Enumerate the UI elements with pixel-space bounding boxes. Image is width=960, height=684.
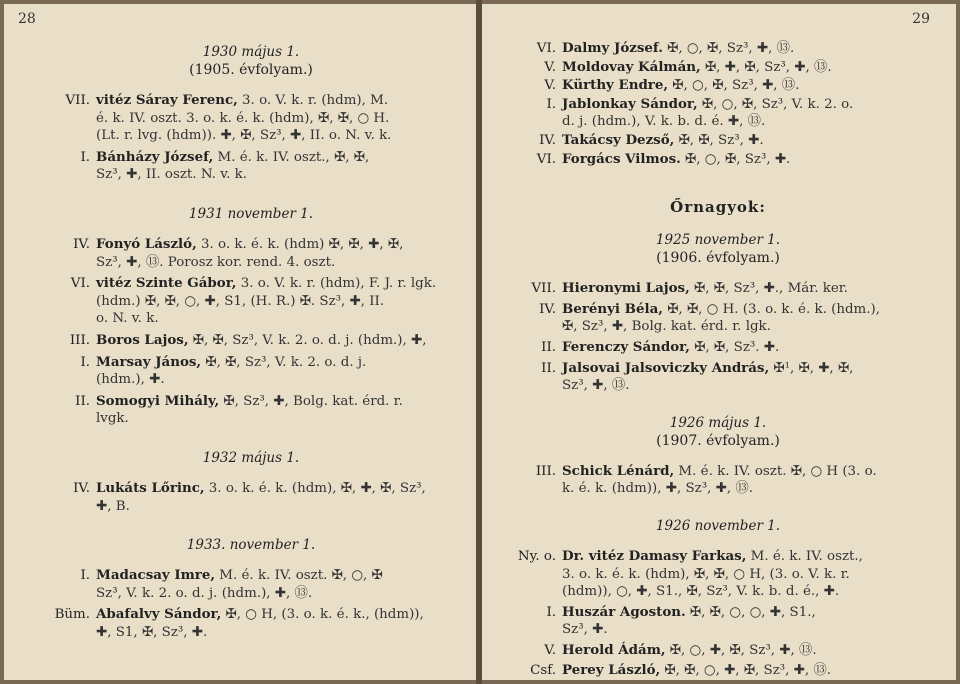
roster-entry — [510, 77, 926, 95]
entry-line — [96, 332, 458, 350]
entry-line — [96, 480, 458, 498]
entry-line — [562, 480, 926, 498]
officer-name: Takácsy Dezső, — [562, 131, 675, 148]
officer-name: Huszár Agoston. — [562, 603, 686, 620]
entry-line — [96, 110, 458, 128]
decorations-text: ✠, Sz³, ✚, Bolg. kat. érd. r. — [219, 393, 403, 409]
roster-entry — [510, 151, 926, 169]
roster-entry — [510, 132, 926, 150]
entry-line — [96, 498, 458, 516]
entry-line — [562, 662, 926, 680]
roster-entry — [44, 567, 458, 602]
cohort-year: (1906. évfolyam.) — [656, 250, 780, 267]
decorations-text: 3. o. V. k. r. (hdm), F. J. r. lgk. — [236, 276, 437, 292]
decorations-text: Sz³, ✚. — [562, 622, 608, 638]
decorations-text: ✠, ○, ✠, Sz³, ✚, ⑬. — [662, 41, 795, 56]
rank-label: VI. — [536, 151, 556, 167]
roster-entry — [510, 96, 926, 131]
decorations-text: 3. o. k. é. k. (hdm) ✠, ✠, ✚, ✠, — [196, 236, 404, 252]
decorations-text: ✠, ✠, Sz³, V. k. 2. o. d. j. — [201, 354, 367, 370]
officer-name: Herold Ádám, — [562, 641, 666, 658]
entry-line — [96, 149, 458, 167]
officer-name: Lukáts Lőrinc, — [96, 479, 205, 496]
entry-line — [96, 92, 458, 110]
section-date: 1933. november 1. — [186, 537, 316, 554]
rank-label: IV. — [539, 132, 556, 148]
entry-line — [96, 354, 458, 372]
roster-entry — [510, 463, 926, 498]
decorations-text: d. j. (hdm.), V. k. b. d. é. ✚, ⑬. — [562, 114, 766, 130]
decorations-text: o. N. v. k. — [96, 311, 159, 327]
officer-name: Madacsay Imre, — [96, 567, 216, 584]
rank-label: V. — [544, 78, 556, 94]
officer-name: Marsay János, — [96, 353, 202, 370]
roster-entry — [510, 339, 926, 357]
entry-line — [562, 463, 926, 481]
decorations-text: (Lt. r. lvg. (hdm)). ✚, ✠, Sz³, ✚, II. o. N. v. k. — [96, 128, 392, 144]
officer-name: Moldovay Kálmán, — [562, 58, 701, 75]
decorations-text: (hdm)), ○, ✚, S1., ✠, Sz³, V. k. b. d. é., ✚. — [562, 584, 840, 600]
roster-entry — [510, 604, 926, 639]
decorations-text: ✠, ✠, ○, ✚, ✠, Sz³, ✚, ⑬. — [660, 663, 832, 679]
decorations-text: ✠, ✠, ○ H. (3. o. k. é. k. (hdm.), — [662, 301, 880, 317]
rank-label: Ny. o. — [517, 548, 556, 564]
officer-name: Boros Lajos, — [96, 331, 189, 348]
rank-label: VII. — [65, 93, 90, 108]
entry-line — [562, 151, 926, 169]
entry-line — [562, 604, 926, 622]
entry-line — [562, 642, 926, 660]
roster-entry — [510, 280, 926, 298]
roster-entry — [44, 92, 458, 145]
roster-entry — [44, 393, 458, 428]
decorations-text: ✚, B. — [96, 498, 130, 514]
entry-line — [96, 393, 458, 411]
entry-line — [562, 96, 926, 114]
officer-name: Kürthy Endre, — [562, 77, 669, 94]
rank-label: IV. — [73, 236, 90, 252]
decorations-text: 3. o. k. é. k. (hdm), ✠, ✚, ✠, Sz³, — [204, 480, 426, 496]
entry-line — [96, 166, 458, 184]
roster-entry — [44, 480, 458, 515]
section-heading: Őrnagyok: — [670, 198, 766, 217]
roster-entry — [510, 360, 926, 395]
roster-entry — [510, 548, 926, 601]
roster-entry — [44, 354, 458, 389]
section-date: 1931 november 1. — [188, 205, 314, 222]
rank-label: I. — [80, 568, 90, 584]
rank-label: V. — [544, 642, 556, 658]
section-entries — [44, 567, 458, 641]
entry-line — [96, 410, 458, 428]
officer-name: Somogyi Mihály, — [96, 392, 220, 409]
page-number: 28 — [18, 11, 36, 27]
rank-label: I. — [80, 149, 90, 165]
roster-entry — [44, 332, 458, 350]
right-page-body — [510, 232, 926, 680]
officer-name: Jablonkay Sándor, — [562, 95, 698, 112]
entry-line — [562, 280, 926, 298]
decorations-text: ✠, Sz³, ✚, Bolg. kat. érd. r. lgk. — [562, 319, 771, 335]
cohort-year: (1905. évfolyam.) — [189, 62, 313, 78]
entry-line — [562, 360, 926, 378]
decorations-text: (hdm.), ✚. — [96, 372, 165, 388]
section-entries — [510, 280, 926, 395]
decorations-text: k. é. k. (hdm)), ✚, Sz³, ✚, ⑬. — [562, 481, 753, 497]
decorations-text: 3. o. k. é. k. (hdm), ✠, ✠, ○ H, (3. o. V. k. r. — [562, 566, 850, 582]
entry-line — [562, 113, 926, 131]
decorations-text: M. é. k. IV. oszt. ✠, ○, ✠ — [215, 568, 383, 584]
rank-label: IV. — [73, 480, 90, 496]
section-entries — [510, 548, 926, 680]
officer-name: Ferenczy Sándor, — [562, 338, 690, 355]
decorations-text: ✠, ○, ✠, Sz³, ✚. — [680, 151, 791, 167]
decorations-text: ✚, S1, ✠, Sz³, ✚. — [96, 624, 208, 640]
decorations-text: 3. o. V. k. r. (hdm), M. — [237, 93, 389, 108]
officer-name: Forgács Vilmos. — [562, 150, 681, 167]
entry-line — [562, 132, 926, 150]
roster-entry — [510, 662, 926, 680]
officer-name: vitéz Szinte Gábor, — [96, 275, 237, 292]
entry-line — [562, 59, 926, 77]
roster-entry — [510, 40, 926, 58]
rank-label: VI. — [536, 41, 556, 56]
rank-label: IV. — [539, 301, 556, 317]
decorations-text: M. é. k. IV. oszt., — [746, 548, 863, 564]
decorations-text: ✠, ○ H, (3. o. k. é. k., (hdm)), — [221, 607, 424, 623]
officer-name: Dr. vitéz Damasy Farkas, — [562, 547, 747, 564]
entry-line — [96, 371, 458, 389]
entry-line — [96, 585, 458, 603]
rank-label: II. — [541, 339, 556, 355]
officer-name: Jalsovai Jalsoviczky András, — [562, 359, 770, 376]
roster-entry — [510, 301, 926, 336]
entry-line — [96, 606, 458, 624]
roster-entry — [44, 236, 458, 271]
section-entries — [44, 480, 458, 515]
entry-line — [96, 127, 458, 145]
entry-line — [562, 548, 926, 566]
decorations-text: ✠, ✚, ✠, Sz³, ✚, ⑬. — [700, 59, 832, 75]
decorations-text: ✠, ✠, Sz³, ✚. — [674, 132, 764, 148]
officer-name: Schick Lénárd, — [562, 462, 675, 479]
rank-label: I. — [546, 96, 556, 112]
rank-label: I. — [80, 354, 90, 370]
rank-label: III. — [535, 463, 556, 479]
entry-line — [562, 77, 926, 95]
roster-entry — [44, 275, 458, 328]
rank-label: I. — [546, 604, 556, 620]
decorations-text: Sz³, ✚, ⑬. — [562, 378, 630, 394]
decorations-text: ✠, ✠, Sz³, ✚., Már. ker. — [689, 281, 848, 297]
rank-label: II. — [541, 360, 556, 376]
page-number: 29 — [912, 11, 930, 27]
entry-line — [96, 624, 458, 642]
decorations-text: Sz³, ✚, ⑬. Porosz kor. rend. 4. oszt. — [96, 254, 336, 270]
officer-name: Hieronymi Lajos, — [562, 280, 690, 297]
entry-line — [562, 301, 926, 319]
officer-name: vitéz Sáray Ferenc, — [96, 92, 238, 108]
officer-name: Perey László, — [562, 662, 661, 679]
entry-line — [562, 583, 926, 601]
officer-name: Fonyó László, — [96, 235, 197, 252]
decorations-text: ✠¹, ✠, ✚, ✠, — [769, 360, 854, 376]
entry-line — [562, 566, 926, 584]
rank-label: II. — [75, 393, 90, 409]
decorations-text: é. k. IV. oszt. 3. o. k. é. k. (hdm), ✠, ✠, ○ H. — [96, 110, 390, 126]
decorations-text: lvgk. — [96, 411, 129, 427]
section-date: 1925 november 1. — [655, 232, 781, 249]
rank-label: VI. — [70, 276, 90, 292]
section-date: 1930 május 1. — [202, 44, 300, 60]
entry-line — [562, 40, 926, 58]
decorations-text: M. é. k. IV. oszt., ✠, ✠, — [213, 149, 370, 165]
entry-line — [562, 377, 926, 395]
roster-entry — [510, 642, 926, 660]
section-entries — [510, 463, 926, 498]
officer-name: Bánházy József, — [96, 148, 214, 165]
entry-line — [96, 310, 458, 328]
entry-line — [562, 339, 926, 357]
right-page — [482, 4, 956, 680]
decorations-text: (hdm.) ✠, ✠, ○, ✚, S1, (H. R.) ✠. Sz³, ✚, II. — [96, 293, 385, 309]
decorations-text: Sz³, ✚, II. oszt. N. v. k. — [96, 167, 248, 183]
decorations-text: M. é. k. IV. oszt. ✠, ○ H (3. o. — [674, 463, 877, 479]
decorations-text: ✠, ✠, Sz³. ✚. — [689, 339, 780, 355]
entry-line — [96, 275, 458, 293]
right-page-continued-entries — [510, 4, 926, 168]
section-entries — [44, 236, 458, 428]
officer-name: Abafalvy Sándor, — [96, 606, 222, 623]
rank-label: VII. — [531, 281, 556, 297]
entry-line — [96, 567, 458, 585]
section-date: 1926 május 1. — [669, 414, 767, 431]
decorations-text: ✠, ✠, ○, ○, ✚, S1., — [685, 604, 816, 620]
officer-name: Dalmy József. — [562, 40, 663, 56]
rank-label: V. — [544, 59, 556, 75]
rank-label: Büm. — [54, 607, 90, 623]
section-entries — [44, 92, 458, 184]
entry-line — [562, 318, 926, 336]
rank-label: III. — [69, 332, 90, 348]
rank-label: Csf. — [530, 663, 556, 679]
entry-line — [96, 293, 458, 311]
entry-line — [562, 621, 926, 639]
decorations-text: ✠, ○, ✠, Sz³, V. k. 2. o. — [697, 96, 854, 112]
roster-entry — [44, 149, 458, 184]
decorations-text: Sz³, V. k. 2. o. d. j. (hdm.), ✚, ⑬. — [96, 585, 313, 601]
decorations-text: ✠, ○, ✚, ✠, Sz³, ✚, ⑬. — [665, 642, 817, 658]
cohort-year: (1907. évfolyam.) — [656, 432, 780, 449]
entry-line — [96, 236, 458, 254]
left-page — [4, 4, 476, 680]
section-date: 1926 november 1. — [655, 517, 781, 534]
roster-entry — [510, 59, 926, 77]
officer-name: Berényi Béla, — [562, 300, 663, 317]
left-page-body — [44, 44, 458, 641]
decorations-text: ✠, ✠, Sz³, V. k. 2. o. d. j. (hdm.), ✚, — [188, 332, 427, 348]
section-date: 1932 május 1. — [202, 449, 300, 466]
decorations-text: ✠, ○, ✠, Sz³, ✚, ⑬. — [668, 78, 800, 94]
entry-line — [96, 254, 458, 272]
roster-entry — [44, 606, 458, 641]
